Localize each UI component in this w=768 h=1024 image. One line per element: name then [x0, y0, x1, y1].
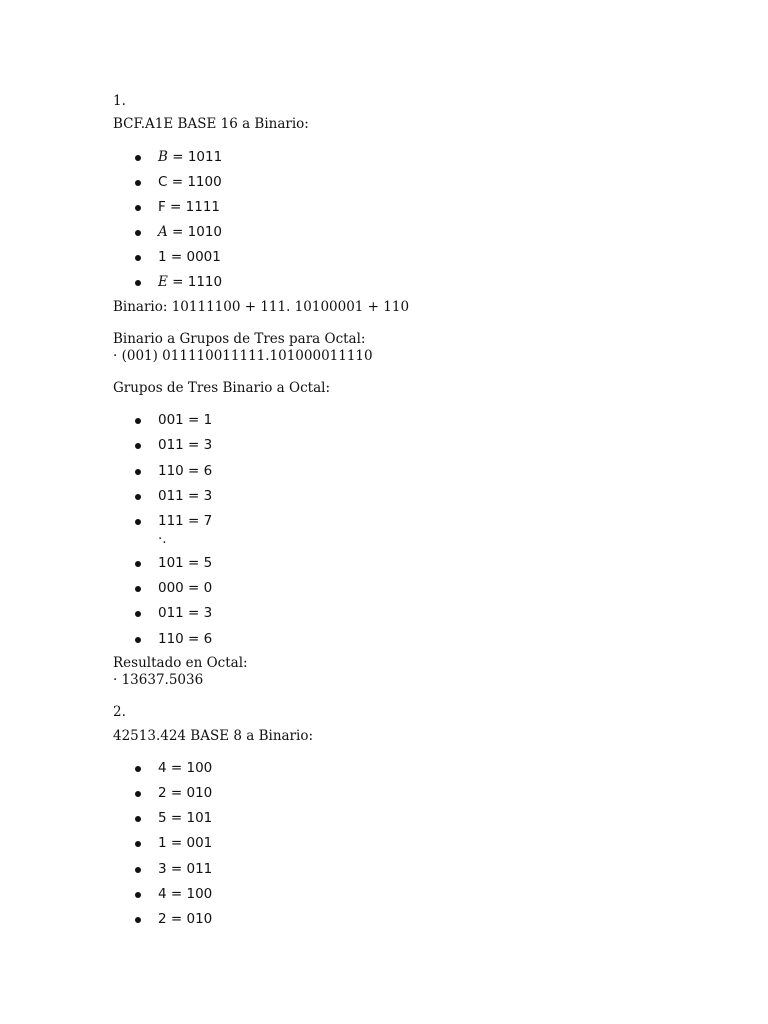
bullet — [135, 892, 141, 898]
list-item: 110 = 6 — [158, 463, 213, 479]
list-item: 3 = 011 — [158, 861, 213, 877]
octal-result-value: · 13637.5036 — [113, 672, 204, 688]
bullet — [135, 230, 141, 236]
equation-text: C = 1100 — [158, 174, 222, 190]
list-item: 001 = 1 — [158, 412, 213, 428]
bullet — [135, 791, 141, 797]
groups-line: · (001) 011110011111.101000011110 — [113, 348, 373, 364]
list-item: 000 = 0 — [158, 580, 213, 596]
bullet — [135, 418, 141, 424]
list-item: 5 = 101 — [158, 810, 213, 826]
bullet — [135, 255, 141, 261]
bullet — [135, 766, 141, 772]
list-item: 4 = 100 — [158, 760, 213, 776]
list-item — [158, 274, 222, 291]
bullet — [135, 841, 141, 847]
bullet — [135, 180, 141, 186]
list-item: 111 = 7 — [158, 513, 213, 529]
equation-text: = 1110 — [167, 274, 223, 290]
list-item: 4 = 100 — [158, 886, 213, 902]
bullet — [135, 155, 141, 161]
bullet — [135, 816, 141, 822]
list-item: 101 = 5 — [158, 555, 213, 571]
bullet — [135, 205, 141, 211]
equation-text: F = 1111 — [158, 199, 221, 215]
bullet — [135, 611, 141, 617]
bullet — [135, 561, 141, 567]
list-item: 2 = 010 — [158, 911, 213, 927]
bullet — [135, 280, 141, 286]
octal-result-label: Resultado en Octal: — [113, 655, 248, 671]
equation-text: 1 = 0001 — [158, 249, 221, 265]
bullet — [135, 519, 141, 525]
groups-to-octal-heading: Grupos de Tres Binario a Octal: — [113, 380, 330, 396]
list-item — [158, 199, 220, 216]
bullet — [135, 586, 141, 592]
list-item: 2 = 010 — [158, 785, 213, 801]
bullet — [135, 443, 141, 449]
bullet — [135, 469, 141, 475]
variable-symbol: E — [158, 274, 168, 290]
equation-text: = 1010 — [167, 224, 223, 240]
binary-result-line: Binario: 10111100 + 111. 10100001 + 110 — [113, 299, 410, 315]
list-item: 011 = 3 — [158, 488, 213, 504]
list-item — [158, 249, 221, 266]
section-2-heading: 42513.424 BASE 8 a Binario: — [113, 728, 314, 744]
list-item — [158, 149, 222, 166]
section-1-heading: BCF.A1E BASE 16 a Binario: — [113, 116, 309, 132]
bullet — [135, 917, 141, 923]
list-item: 011 = 3 — [158, 437, 213, 453]
section-1-number: 1. — [113, 93, 126, 109]
list-item: 011 = 3 — [158, 605, 213, 621]
list-item — [158, 224, 222, 241]
bullet — [135, 637, 141, 643]
bullet — [135, 494, 141, 500]
list-item — [158, 174, 222, 191]
list-item: 110 = 6 — [158, 631, 213, 647]
list-item: 1 = 001 — [158, 835, 213, 851]
equation-text: = 1011 — [167, 149, 223, 165]
variable-symbol: A — [158, 224, 168, 240]
bullet — [135, 867, 141, 873]
variable-symbol: B — [158, 149, 168, 165]
point-mark: ·. — [158, 531, 167, 547]
groups-heading: Binario a Grupos de Tres para Octal: — [113, 331, 366, 347]
section-2-number: 2. — [113, 704, 126, 720]
